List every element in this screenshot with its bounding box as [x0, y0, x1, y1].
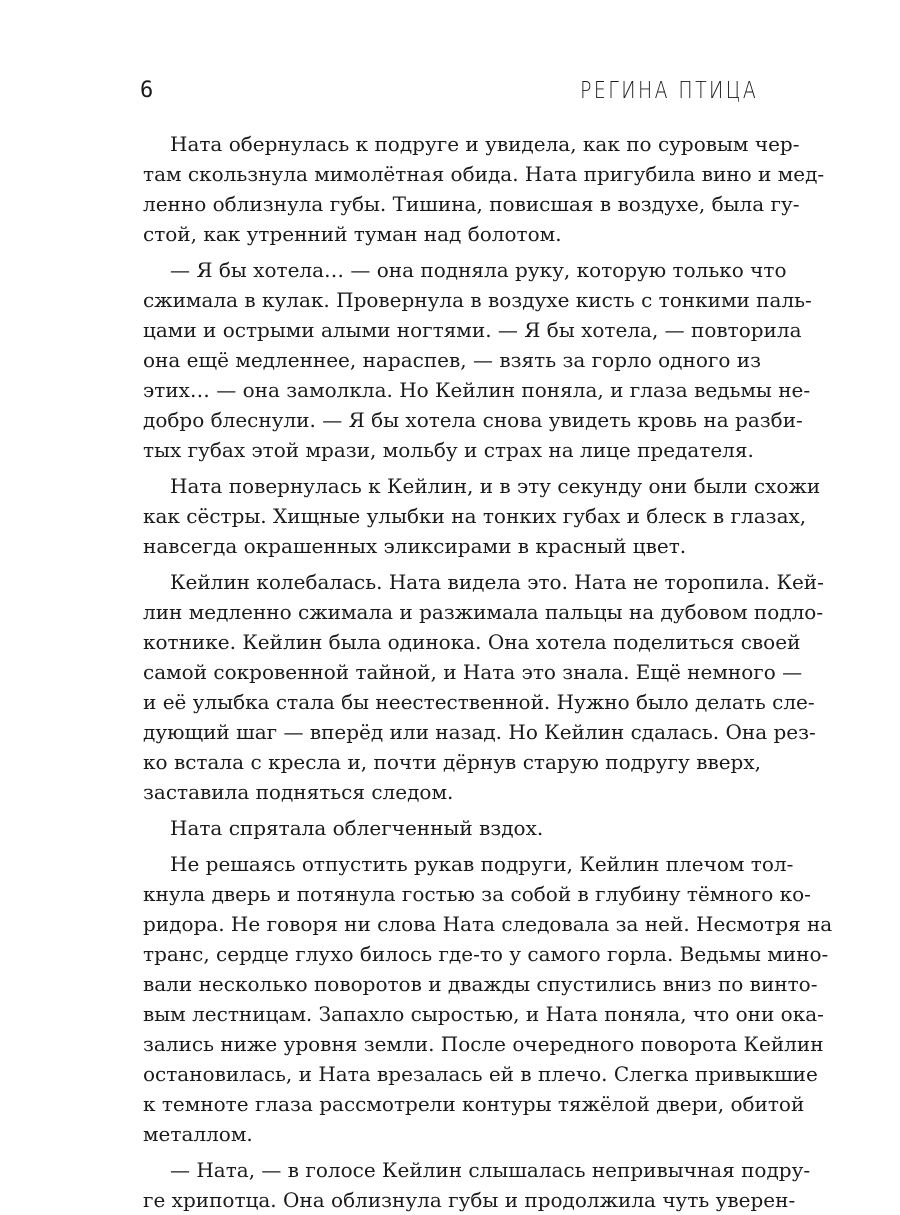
- text-line: котнике. Кейлин была одинока. Она хотела поделиться своей: [143, 630, 801, 654]
- text-line: к темноте глаза рассмотрели контуры тяжёлой двери, обитой: [143, 1092, 805, 1116]
- text-line: — Ната, — в голосе Кейлин слышалась непривычная подру-: [170, 1158, 811, 1182]
- text-line: Ната повернулась к Кейлин, и в эту секунду они были схожи: [170, 474, 821, 498]
- text-line: добро блеснули. — Я бы хотела снова увидеть кровь на разби-: [143, 408, 803, 432]
- paragraph: [143, 813, 761, 843]
- paragraph: [143, 567, 824, 807]
- text-line: кнула дверь и потянула гостью за собой в глубину тёмного ко-: [143, 882, 811, 906]
- text-line: этих… — она замолкла. Но Кейлин поняла, и глаза ведьмы не-: [143, 378, 811, 402]
- text-line: — Я бы хотела… — она подняла руку, которую только что: [170, 258, 787, 282]
- text-line: самой сокровенной тайной, и Ната это знала. Ещё немного —: [143, 660, 803, 684]
- text-line: ленно облизнула губы. Тишина, повисшая в воздухе, была гу-: [143, 192, 800, 216]
- text-line: вым лестницам. Запахло сыростью, и Ната поняла, что они ока-: [143, 1002, 824, 1026]
- text-line: металлом.: [143, 1122, 253, 1146]
- paragraph: [143, 1155, 811, 1215]
- paragraph: [143, 849, 833, 1149]
- text-line: навсегда окрашенных эликсирами в красный цвет.: [143, 534, 687, 558]
- text-line: дующий шаг — вперёд или назад. Но Кейлин сдалась. Она рез-: [143, 720, 816, 744]
- text-line: как сёстры. Хищные улыбки на тонких губах и блеск в глазах,: [143, 504, 807, 528]
- text-line: зались ниже уровня земли. После очередного поворота Кейлин: [143, 1032, 824, 1056]
- body-text: [143, 129, 833, 1215]
- text-line: ко встала с кресла и, почти дёрнув старую подругу вверх,: [143, 750, 761, 774]
- text-line: тых губах этой мрази, мольбу и страх на лице предателя.: [143, 438, 754, 462]
- text-line: ге хрипотца. Она облизнула губы и продолжила чуть уверен-: [143, 1188, 796, 1212]
- text-line: заставила подняться следом.: [143, 780, 454, 804]
- text-line: и её улыбка стала бы неестественной. Нужно было делать сле-: [143, 690, 815, 714]
- text-line: Ната обернулась к подруге и увидела, как по суровым чер-: [170, 132, 800, 156]
- text-line: там скользнула мимолётная обида. Ната пригубила вино и мед-: [143, 162, 825, 186]
- running-head-author: РЕГИНА ПТИЦА: [579, 78, 758, 104]
- text-line: она ещё медленнее, нараспев, — взять за горло одного из: [143, 348, 761, 372]
- text-line: Кейлин колебалась. Ната видела это. Ната не торопила. Кей-: [170, 570, 824, 594]
- text-line: вали несколько поворотов и дважды спустились вниз по винто-: [143, 972, 818, 996]
- text-line: Не решаясь отпустить рукав подруги, Кейлин плечом тол-: [170, 852, 794, 876]
- text-line: лин медленно сжимала и разжимала пальцы на дубовом подло-: [143, 600, 824, 624]
- page-number: 6: [140, 78, 154, 103]
- text-line: Ната спрятала облегченный вздох.: [170, 816, 544, 840]
- paragraph: [143, 129, 825, 249]
- text-line: транс, сердце глухо билось где-то у самого горла. Ведьмы мино-: [143, 942, 829, 966]
- text-line: сжимала в кулак. Провернула в воздухе кисть с тонкими паль-: [143, 288, 812, 312]
- paragraph: [143, 471, 821, 561]
- paragraph: [143, 255, 812, 465]
- text-line: цами и острыми алыми ногтями. — Я бы хотела, — повторила: [143, 318, 802, 342]
- text-line: ридора. Не говоря ни слова Ната следовала за ней. Несмотря на: [143, 912, 833, 936]
- text-line: остановилась, и Ната врезалась ей в плечо. Слегка привыкшие: [143, 1062, 818, 1086]
- text-line: стой, как утренний туман над болотом.: [143, 222, 562, 246]
